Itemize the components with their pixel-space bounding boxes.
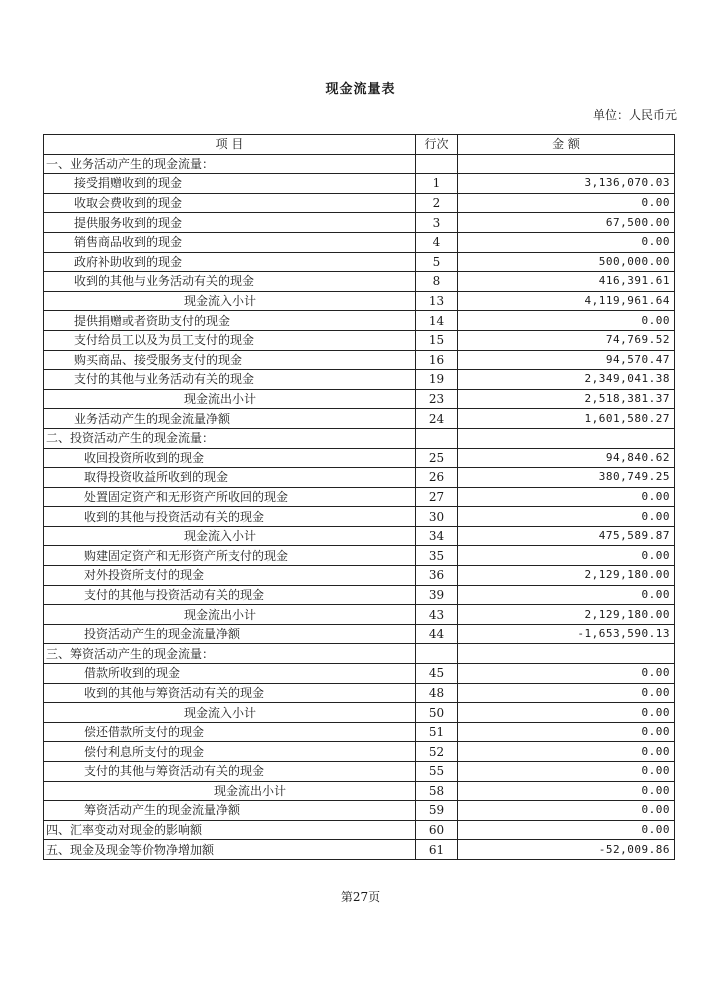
row-amount: 1,601,580.27 <box>458 409 675 429</box>
row-amount: 2,349,041.38 <box>458 370 675 390</box>
table-row <box>44 703 675 723</box>
row-label: 三、筹资活动产生的现金流量： <box>44 644 416 664</box>
row-label: 现金流出小计 <box>44 389 416 409</box>
row-label: 支付的其他与业务活动有关的现金 <box>44 370 416 390</box>
row-amount <box>458 644 675 664</box>
header-line: 行次 <box>416 135 458 155</box>
row-line-number: 25 <box>416 448 458 468</box>
row-label: 支付给员工以及为员工支付的现金 <box>44 330 416 350</box>
row-amount: 416,391.61 <box>458 272 675 292</box>
row-label: 收取会费收到的现金 <box>44 193 416 213</box>
row-label: 提供服务收到的现金 <box>44 213 416 233</box>
table-row <box>44 605 675 625</box>
row-line-number: 61 <box>416 840 458 860</box>
row-amount: 0.00 <box>458 703 675 723</box>
row-label: 现金流出小计 <box>44 781 416 801</box>
document-title: 现金流量表 <box>325 82 396 97</box>
row-label: 销售商品收到的现金 <box>44 232 416 252</box>
row-line-number: 15 <box>416 330 458 350</box>
row-amount: 0.00 <box>458 311 675 331</box>
row-amount: 0.00 <box>458 683 675 703</box>
row-label: 业务活动产生的现金流量净额 <box>44 409 416 429</box>
table-row <box>44 683 675 703</box>
table-body <box>44 154 675 859</box>
row-amount: 67,500.00 <box>458 213 675 233</box>
table-row <box>44 566 675 586</box>
row-amount: -1,653,590.13 <box>458 624 675 644</box>
table-row <box>44 468 675 488</box>
row-label: 五、现金及现金等价物净增加额 <box>44 840 416 860</box>
table-row <box>44 311 675 331</box>
table-header-row <box>44 135 675 155</box>
table-row <box>44 252 675 272</box>
row-amount: 3,136,070.03 <box>458 174 675 194</box>
row-label: 现金流入小计 <box>44 526 416 546</box>
table-row <box>44 213 675 233</box>
table-row <box>44 154 675 174</box>
table-row <box>44 585 675 605</box>
row-amount: 0.00 <box>458 507 675 527</box>
row-amount: 2,518,381.37 <box>458 389 675 409</box>
row-label: 四、汇率变动对现金的影响额 <box>44 820 416 840</box>
row-line-number: 55 <box>416 762 458 782</box>
table-row <box>44 781 675 801</box>
row-label: 二、投资活动产生的现金流量： <box>44 428 416 448</box>
row-label: 收回投资所收到的现金 <box>44 448 416 468</box>
row-label: 偿还借款所支付的现金 <box>44 722 416 742</box>
row-amount: 380,749.25 <box>458 468 675 488</box>
table-row <box>44 232 675 252</box>
row-label: 收到的其他与投资活动有关的现金 <box>44 507 416 527</box>
row-label: 接受捐赠收到的现金 <box>44 174 416 194</box>
table-row <box>44 272 675 292</box>
row-label: 支付的其他与筹资活动有关的现金 <box>44 762 416 782</box>
table-row <box>44 840 675 860</box>
table-row <box>44 742 675 762</box>
row-line-number: 51 <box>416 722 458 742</box>
row-label: 收到的其他与业务活动有关的现金 <box>44 272 416 292</box>
row-label: 筹资活动产生的现金流量净额 <box>44 801 416 821</box>
table-row <box>44 624 675 644</box>
row-label: 购买商品、接受服务支付的现金 <box>44 350 416 370</box>
table-row <box>44 526 675 546</box>
row-label: 投资活动产生的现金流量净额 <box>44 624 416 644</box>
table-row <box>44 291 675 311</box>
row-amount: 0.00 <box>458 232 675 252</box>
row-line-number: 58 <box>416 781 458 801</box>
row-amount: 0.00 <box>458 781 675 801</box>
row-label: 收到的其他与筹资活动有关的现金 <box>44 683 416 703</box>
row-line-number: 8 <box>416 272 458 292</box>
row-label: 处置固定资产和无形资产所收回的现金 <box>44 487 416 507</box>
row-label: 现金流入小计 <box>44 291 416 311</box>
table-row <box>44 801 675 821</box>
row-line-number: 16 <box>416 350 458 370</box>
row-label: 偿付利息所支付的现金 <box>44 742 416 762</box>
row-label: 政府补助收到的现金 <box>44 252 416 272</box>
row-line-number: 59 <box>416 801 458 821</box>
row-line-number: 34 <box>416 526 458 546</box>
row-line-number: 3 <box>416 213 458 233</box>
row-amount: 0.00 <box>458 762 675 782</box>
row-line-number: 23 <box>416 389 458 409</box>
row-amount: 475,589.87 <box>458 526 675 546</box>
row-amount: -52,009.86 <box>458 840 675 860</box>
row-line-number: 43 <box>416 605 458 625</box>
row-line-number: 14 <box>416 311 458 331</box>
row-line-number: 19 <box>416 370 458 390</box>
row-label: 提供捐赠或者资助支付的现金 <box>44 311 416 331</box>
row-amount <box>458 154 675 174</box>
row-line-number: 4 <box>416 232 458 252</box>
table-row <box>44 722 675 742</box>
table-row <box>44 546 675 566</box>
row-amount: 0.00 <box>458 742 675 762</box>
row-line-number: 52 <box>416 742 458 762</box>
table-row <box>44 350 675 370</box>
row-line-number <box>416 644 458 664</box>
row-amount: 0.00 <box>458 820 675 840</box>
table-row <box>44 820 675 840</box>
row-amount: 2,129,180.00 <box>458 566 675 586</box>
row-label: 取得投资收益所收到的现金 <box>44 468 416 488</box>
table-row <box>44 448 675 468</box>
table-row <box>44 762 675 782</box>
row-line-number: 60 <box>416 820 458 840</box>
currency-unit: 单位：人民币元 <box>592 108 677 122</box>
table-row <box>44 487 675 507</box>
row-amount: 500,000.00 <box>458 252 675 272</box>
row-amount: 2,129,180.00 <box>458 605 675 625</box>
table-row <box>44 644 675 664</box>
cash-flow-table <box>43 134 675 860</box>
page-number: 第27页 <box>340 890 381 904</box>
row-label: 购建固定资产和无形资产所支付的现金 <box>44 546 416 566</box>
row-amount: 94,840.62 <box>458 448 675 468</box>
row-amount: 0.00 <box>458 722 675 742</box>
table-row <box>44 507 675 527</box>
row-line-number: 5 <box>416 252 458 272</box>
row-amount: 0.00 <box>458 487 675 507</box>
row-amount <box>458 428 675 448</box>
table-row <box>44 330 675 350</box>
row-amount: 94,570.47 <box>458 350 675 370</box>
row-line-number: 50 <box>416 703 458 723</box>
row-line-number: 45 <box>416 664 458 684</box>
row-line-number: 26 <box>416 468 458 488</box>
table-row <box>44 193 675 213</box>
table-row <box>44 664 675 684</box>
row-label: 现金流入小计 <box>44 703 416 723</box>
row-line-number <box>416 154 458 174</box>
row-line-number: 44 <box>416 624 458 644</box>
row-line-number: 36 <box>416 566 458 586</box>
row-amount: 0.00 <box>458 801 675 821</box>
row-line-number: 30 <box>416 507 458 527</box>
row-label: 借款所收到的现金 <box>44 664 416 684</box>
row-amount: 0.00 <box>458 585 675 605</box>
row-label: 现金流出小计 <box>44 605 416 625</box>
row-line-number: 24 <box>416 409 458 429</box>
header-amount: 金 额 <box>458 135 675 155</box>
table-row <box>44 409 675 429</box>
row-line-number: 48 <box>416 683 458 703</box>
row-amount: 0.00 <box>458 546 675 566</box>
row-amount: 74,769.52 <box>458 330 675 350</box>
row-line-number: 13 <box>416 291 458 311</box>
row-amount: 4,119,961.64 <box>458 291 675 311</box>
table-row <box>44 370 675 390</box>
row-amount: 0.00 <box>458 193 675 213</box>
row-line-number: 2 <box>416 193 458 213</box>
row-line-number: 35 <box>416 546 458 566</box>
row-line-number: 1 <box>416 174 458 194</box>
row-label: 对外投资所支付的现金 <box>44 566 416 586</box>
row-label: 一、业务活动产生的现金流量： <box>44 154 416 174</box>
row-label: 支付的其他与投资活动有关的现金 <box>44 585 416 605</box>
row-amount: 0.00 <box>458 664 675 684</box>
row-line-number: 27 <box>416 487 458 507</box>
table-row <box>44 174 675 194</box>
header-item: 项 目 <box>44 135 416 155</box>
row-line-number <box>416 428 458 448</box>
table-row <box>44 389 675 409</box>
table-row <box>44 428 675 448</box>
row-line-number: 39 <box>416 585 458 605</box>
